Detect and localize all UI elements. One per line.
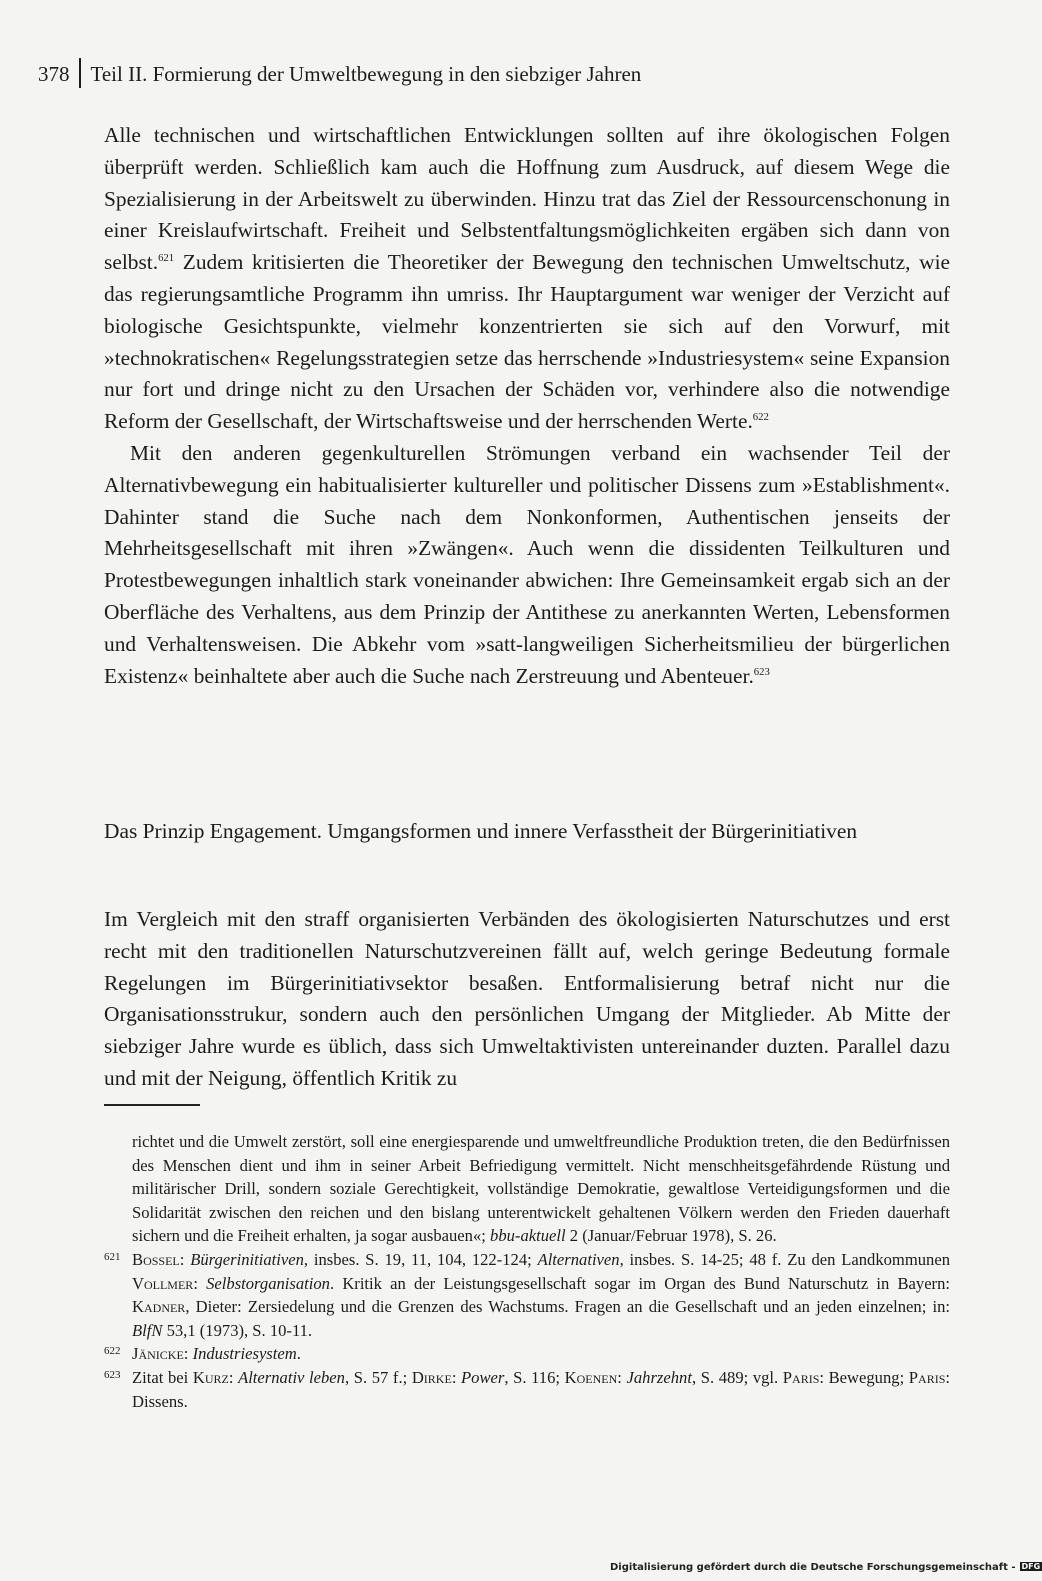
- body-text-section-1: [104, 120, 950, 692]
- footnote-title: BlfN: [132, 1320, 163, 1340]
- footnote-text: :: [617, 1367, 627, 1387]
- footnote-number: 623: [104, 1368, 121, 1381]
- footnote-rule: [104, 1104, 200, 1106]
- header-divider: [79, 58, 81, 88]
- footnote-text: , S. 57 f.;: [344, 1367, 412, 1387]
- running-title: Teil II. Formierung der Umweltbewegung in den siebziger Jahren: [90, 62, 642, 86]
- footnote-text: , insbes. S. 19, 11, 104, 122-124;: [303, 1249, 538, 1269]
- footnote-ref-622: 622: [752, 411, 769, 424]
- author-name: Paris: [908, 1367, 946, 1387]
- body-text-section-2: [104, 904, 950, 1095]
- paragraph: Im Vergleich mit den straff organisierten Verbänden des ökologisierten Naturschutzes und erst recht mit den traditionellen Naturschutzvereinen fällt auf, welch geringe Bedeutung formale Regelungen im Bürgerinitiativsektor besaßen. Entformalisierung betraf nicht nur die Organisationsstrukur, sondern auch den persönlichen Umgang der Mitglieder. Ab Mitte der siebziger Jahre wurde es üblich, dass sich Umweltaktivisten untereinander duzten. Parallel dazu und mit der Neigung, öffentlich Kritik zu: [104, 907, 950, 1090]
- footnote-title: Industriesystem: [192, 1344, 297, 1364]
- running-header: [38, 58, 958, 88]
- author-name: Kurz: [192, 1367, 229, 1387]
- footnote-text: .: [296, 1344, 301, 1364]
- paragraph: [104, 120, 950, 438]
- footnote-text: :: [179, 1249, 191, 1269]
- footnote-text: , insbes. S. 14-25; 48 f. Zu den Landkommunen: [619, 1249, 951, 1269]
- footnote-title: bbu-aktuell: [490, 1226, 566, 1246]
- footnote-text: : Dissens.: [132, 1367, 950, 1411]
- page-number: 378: [38, 62, 70, 86]
- footnote-text: , Dieter: Zersiedelung und die Grenzen des Wachstums. Fragen an die Gesellschaft und an jeden einzelnen; in:: [185, 1297, 950, 1317]
- footnote-text: 2 (Januar/Februar 1978), S. 26.: [565, 1226, 777, 1246]
- footnote-text: : Bewegung;: [819, 1367, 909, 1387]
- footnote-text: , S. 116;: [504, 1367, 565, 1387]
- footnote-number: 621: [104, 1250, 121, 1263]
- author-name: Jänicke: [132, 1344, 184, 1364]
- footnote-title: Selbstorganisation: [206, 1273, 330, 1293]
- dfg-logo: DFG: [1021, 1562, 1041, 1571]
- footnote-621: [104, 1248, 950, 1342]
- author-name: Dirke: [411, 1367, 452, 1387]
- footnote-623: [104, 1366, 950, 1413]
- paragraph-text: Zudem kritisierten die Theoretiker der Bewegung den technischen Umweltschutz, wie das regierungsamtliche Programm ihn umriss. Ihr Hauptargument war weniger der Verzicht auf biologische Gesichtspunkte, vielmehr konzentrierten sie sich auf den Vorwurf, mit »technokratischen« Regelungsstrategien setze das herrschende »Industriesystem« seine Expansion nur fort und dringe nicht zu den Ursachen der Schäden vor, verhindere also die notwendige Reform der Gesellschaft, der Wirtschaftsweise und der herrschenden Werte.: [104, 250, 950, 434]
- footnotes: [104, 1130, 950, 1413]
- footnote-title: Power: [461, 1367, 505, 1387]
- footnote-title: Bürgerinitiativen: [190, 1249, 304, 1269]
- footnote-title: Alternativ leben: [238, 1367, 345, 1387]
- paragraph: [104, 438, 950, 692]
- paragraph-text: Alle technischen und wirtschaftlichen Entwicklungen sollten auf ihre ökologischen Folgen überprüft werden. Schließlich kam auch die Hoffnung zum Ausdruck, auf diesem Wege die Spezialisierung in der Arbeitswelt zu überwinden. Hinzu trat das Ziel der Ressourcenschonung in einer Kreislaufwirtschaft. Freiheit und Selbstentfaltungsmöglichkeiten ergäben sich dann von selbst.: [104, 123, 950, 275]
- author-name: Koenen: [564, 1367, 618, 1387]
- footnote-title: Jahrzehnt: [626, 1367, 692, 1387]
- footnote-text: . Kritik an der Leistungsgesellschaft sogar im Organ des Bund Naturschutz in Bayern:: [329, 1273, 950, 1293]
- footnote-continuation: [104, 1130, 950, 1248]
- footnote-ref-623: 623: [753, 665, 770, 678]
- footnote-text: , S. 489; vgl.: [691, 1367, 783, 1387]
- footnote-text: :: [451, 1367, 462, 1387]
- footnote-text: 53,1 (1973), S. 10-11.: [162, 1320, 313, 1340]
- paragraph-text: Mit den anderen gegenkulturellen Strömungen verband ein wachsender Teil der Alternativbewegung ein habitualisierter kultureller und politischer Dissens zum »Establishment«. Dahinter stand die Suche nach dem Nonkonformen, Authentischen jenseits der Mehrheitsgesellschaft mit ihren »Zwängen«. Auch wenn die dissidenten Teilkulturen und Protestbewegungen inhaltlich stark voneinander abwichen: Ihre Gemeinsamkeit ergab sich an der Oberfläche des Verhaltens, aus dem Prinzip der Antithese zu anerkannten Werten, Lebensformen und Verhaltensweisen. Die Abkehr vom »satt-langweiligen Sicherheitsmilieu der bürgerlichen Existenz« beinhaltete aber auch die Suche nach Zerstreuung und Abenteuer.: [104, 440, 950, 688]
- footnote-text: :: [183, 1344, 193, 1364]
- author-name: Kadner: [132, 1297, 186, 1317]
- footnote-ref-621: 621: [158, 252, 175, 265]
- footer-text: Digitalisierung gefördert durch die Deutsche Forschungsgemeinschaft -: [610, 1562, 1016, 1573]
- digitization-footer: [610, 1562, 1042, 1573]
- footnote-text: :: [228, 1367, 239, 1387]
- section-heading: Das Prinzip Engagement. Umgangsformen und innere Verfasstheit der Bürgerinitiativen: [104, 819, 858, 843]
- footnote-text: Zitat bei: [132, 1367, 193, 1387]
- author-name: Paris: [782, 1367, 820, 1387]
- footnote-title: Alternativen: [537, 1249, 620, 1269]
- footnote-622: [104, 1342, 950, 1366]
- footnote-number: 622: [104, 1345, 121, 1358]
- author-name: Vollmer: [132, 1273, 194, 1293]
- author-name: Bossel: [132, 1249, 180, 1269]
- footnote-text: :: [193, 1273, 207, 1293]
- footnote-text: richtet und die Umwelt zerstört, soll eine energiesparende und umweltfreundliche Produktion treten, die den Bedürfnissen des Menschen dient und ihm in seiner Arbeit Befriedigung vermittelt. Nicht menschheitsgefährdende Rüstung und militärischer Drill, sondern soziale Gerechtigkeit, vollständige Demokratie, gewaltlose Verteidigungsformen und die Solidarität zwischen den reichen und den bislang unterentwickelt gehaltenen Völkern werden den Frieden dauerhaft sichern und die Freiheit erhalten, ja sogar ausbauen«;: [132, 1132, 950, 1246]
